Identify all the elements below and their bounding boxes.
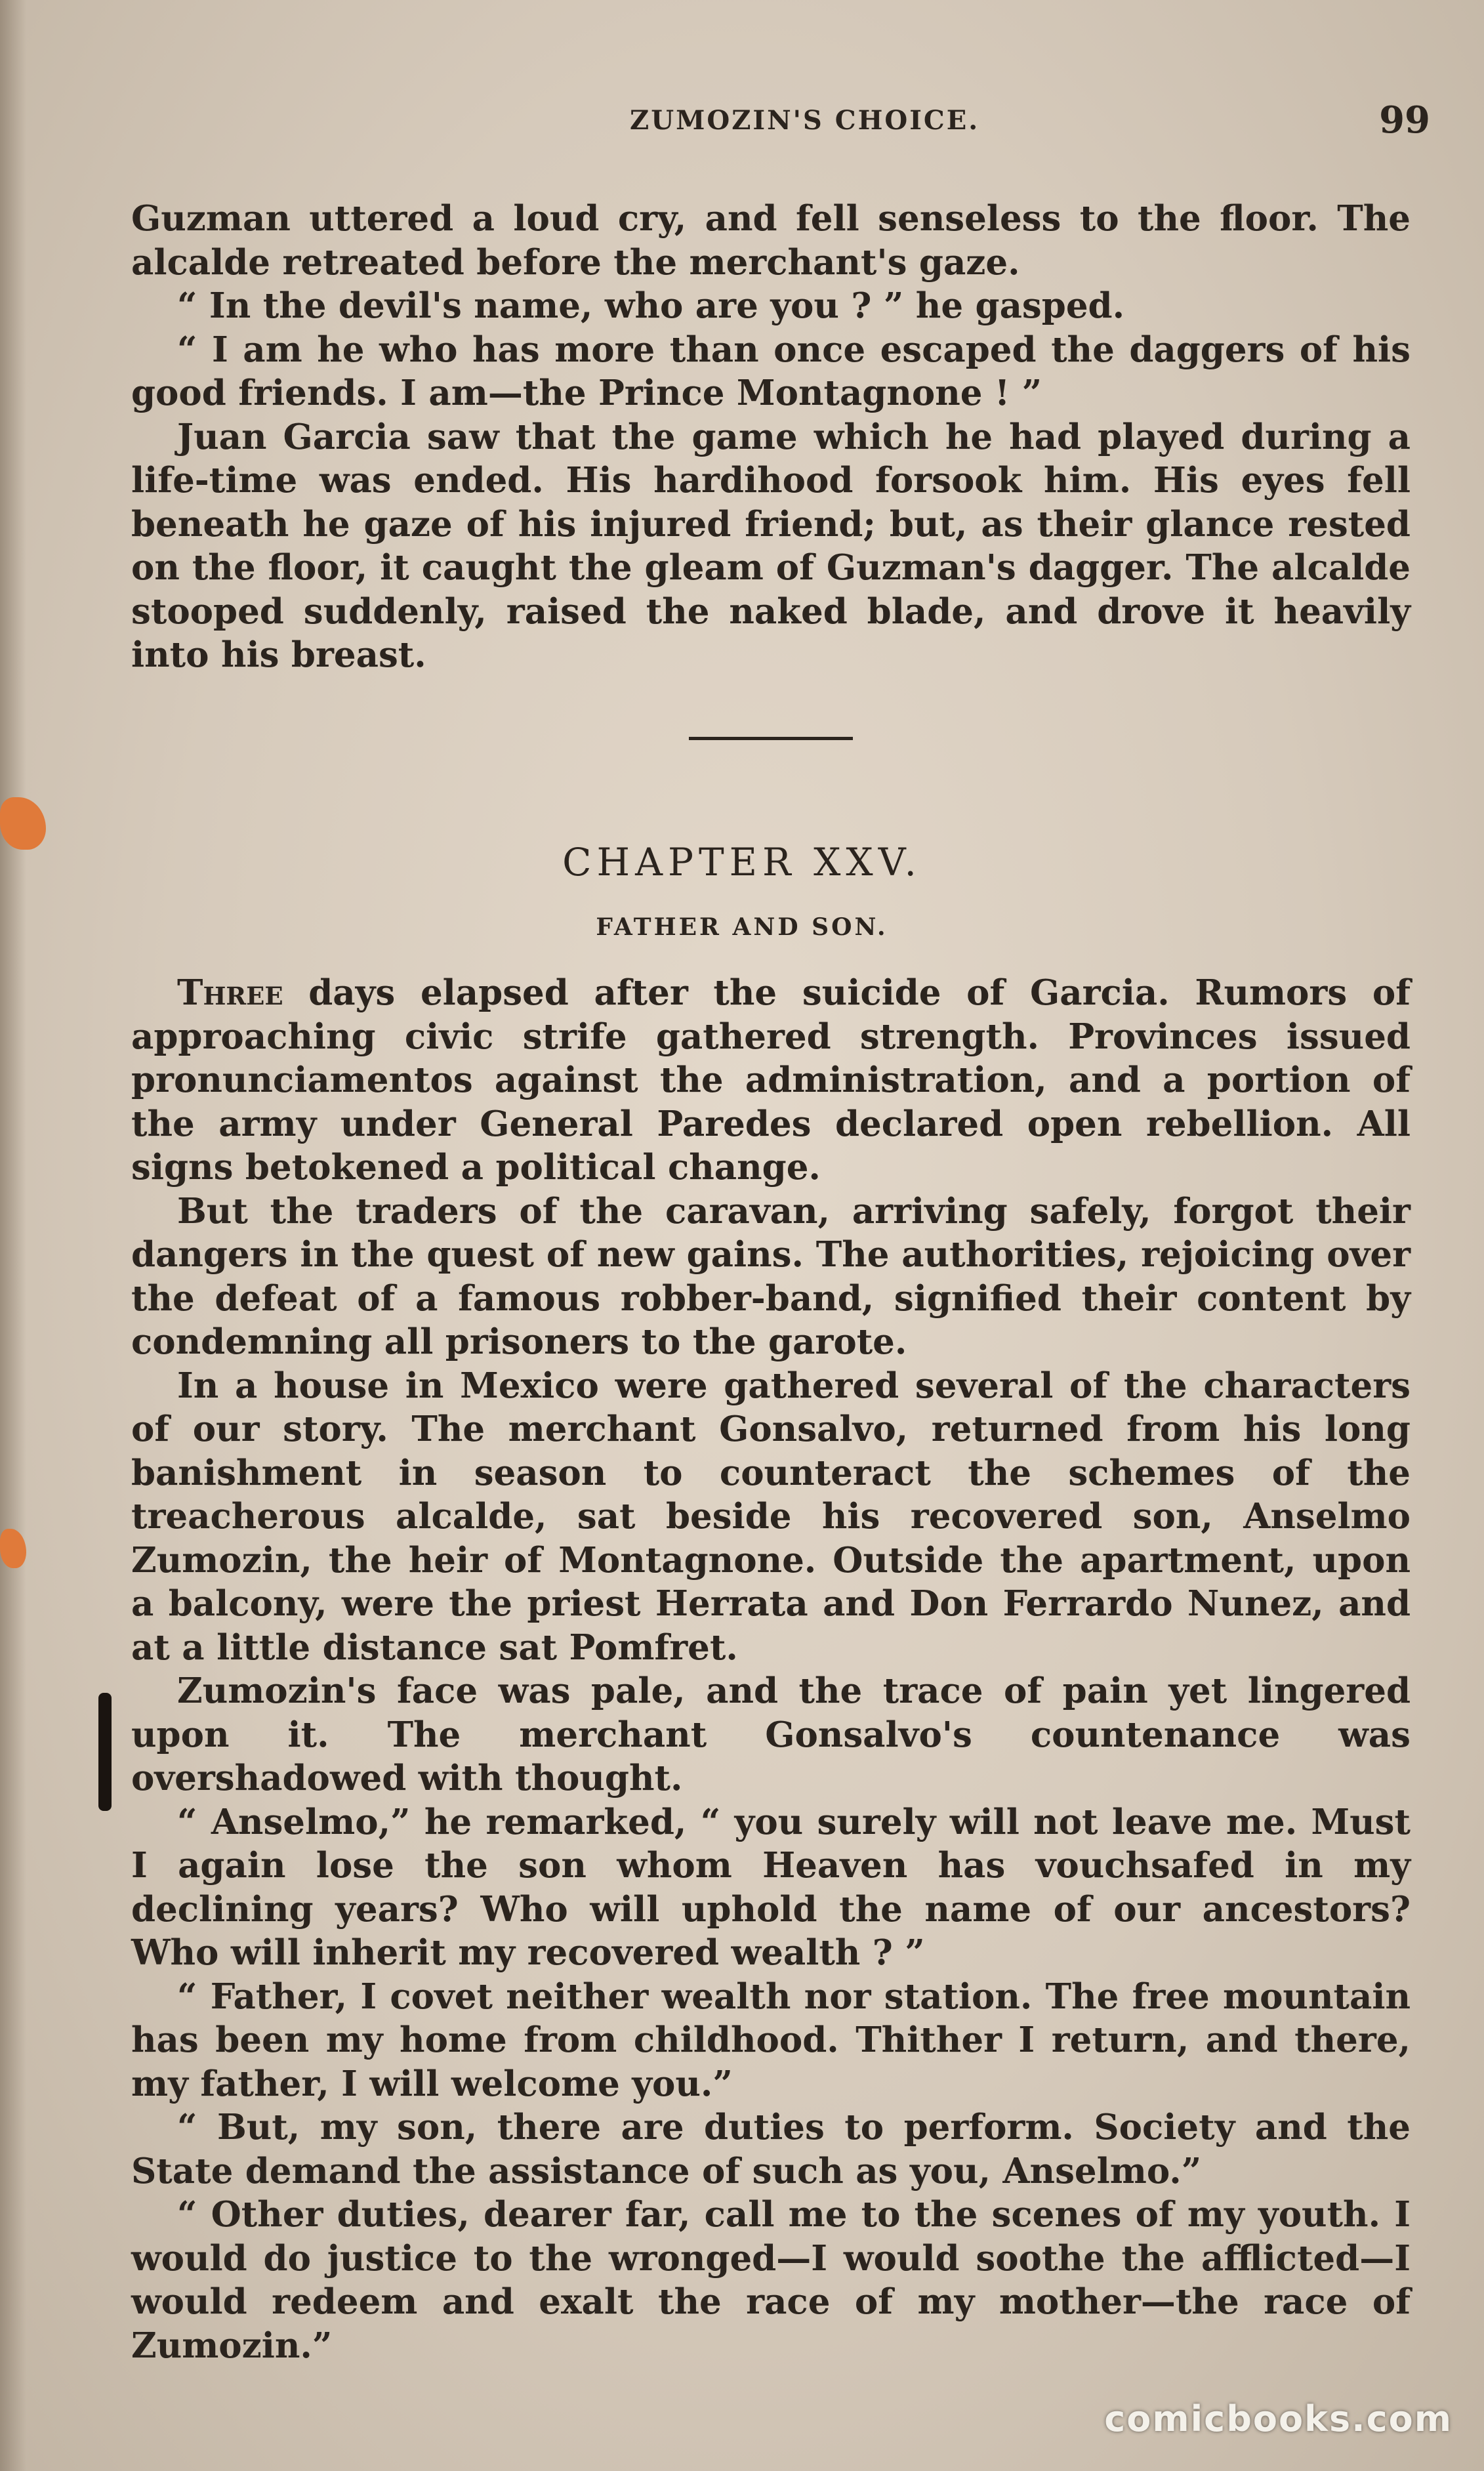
paragraph: “ But, my son, there are duties to perform. Society and the State demand the assistance of such as you, Anselmo.” [131, 2107, 1411, 2191]
chapter-end-text [131, 197, 1411, 677]
paragraph-text: days elapsed after the suicide of Garcia. Rumors of approaching civic strife gathered strength. Provinces issued pronunciamentos against the administration, and a portion of the army under General Paredes declared open rebellion. All signs betokened a political change. [131, 972, 1411, 1188]
paragraph: “ Other duties, dearer far, call me to the scenes of my youth. I would do justice to the wronged—I would soothe the afflicted—I would redeem and exalt the race of my mother—the race of Zumozin.” [131, 2194, 1411, 2366]
running-title: ZUMOZIN'S CHOICE. [630, 105, 980, 136]
paragraph: “ Father, I covet neither wealth nor station. The free mountain has been my home from childhood. Thither I return, and there, my father, I will welcome you.” [131, 1976, 1411, 2104]
lead-word: Three [177, 972, 283, 1013]
page-edge-shadow [0, 0, 26, 2471]
paragraph: “ I am he who has more than once escaped the daggers of his good friends. I am—the Prince Montagnone ! ” [131, 329, 1411, 413]
section-divider [689, 737, 853, 740]
paragraph: “ Anselmo,” he remarked, “ you surely will not leave me. Must I again lose the son whom Heaven has vouchsafed in my declining years? Who will uphold the name of our ancestors? Who will inherit my recovered wealth ? ” [131, 1801, 1411, 1973]
paragraph: “ In the devil's name, who are you ? ” he gasped. [177, 285, 1125, 326]
paragraph: But the traders of the caravan, arriving safely, forgot their dangers in the quest of new gains. The authorities, rejoicing over the defeat of a famous robber-band, signified their content by condemning all prisoners to the garote. [131, 1190, 1411, 1362]
ink-smudge [98, 1693, 112, 1811]
page-number: 99 [1379, 98, 1430, 142]
paragraph: In a house in Mexico were gathered several of the characters of our story. The merchant Gonsalvo, returned from his long banishment in season to counteract the schemes of the treacherous alcalde, sat beside his recovered son, Anselmo Zumozin, the heir of Montagnone. Outside the apartment, upon a balcony, were the priest Herrata and Don Ferrardo Nunez, and at a little distance sat Pomfret. [131, 1365, 1411, 1668]
paragraph [131, 971, 1411, 1190]
watermark-text: comicbooks.com [1104, 2398, 1453, 2440]
chapter-body-text [131, 971, 1411, 2367]
paragraph: Juan Garcia saw that the game which he had played during a life-time was ended. His hardihood forsook him. His eyes fell beneath he gaze of his injured friend; but, as their glance rested on the floor, it caught the gleam of Guzman's dagger. The alcalde stooped suddenly, raised the naked blade, and drove it heavily into his breast. [131, 416, 1411, 675]
chapter-title: CHAPTER XXV. [562, 840, 922, 884]
chapter-subtitle: FATHER AND SON. [596, 913, 888, 941]
paragraph: Zumozin's face was pale, and the trace of pain yet lingered upon it. The merchant Gonsalvo's countenance was overshadowed with thought. [131, 1671, 1411, 1798]
page-header [131, 98, 1430, 151]
paragraph: Guzman uttered a loud cry, and fell senseless to the floor. The alcalde retreated before the merchant's gaze. [131, 198, 1411, 283]
